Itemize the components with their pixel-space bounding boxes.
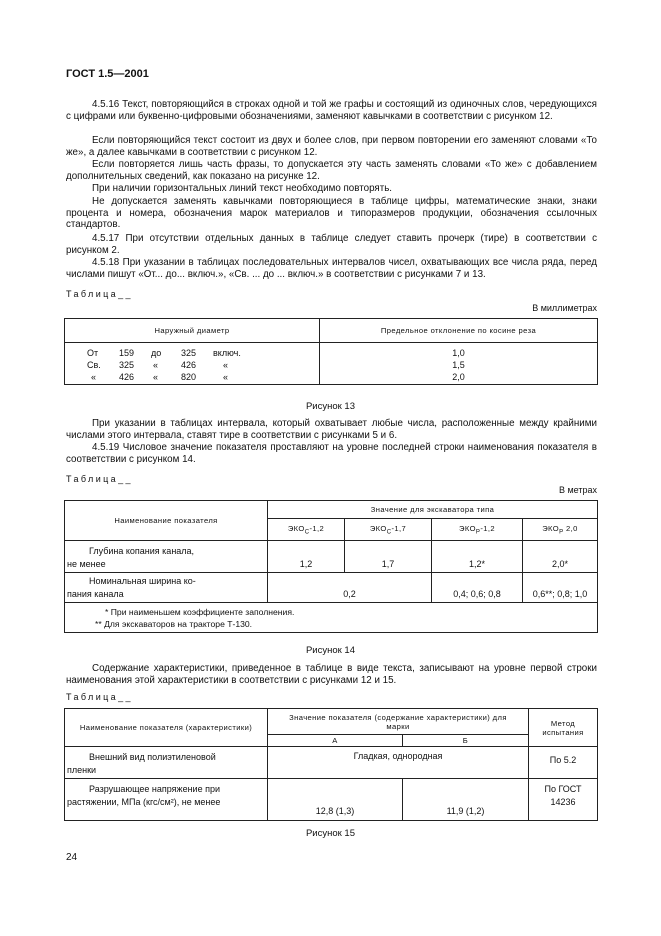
cell: 159 [119, 348, 135, 358]
table-cell: 0,4; 0,6; 0,8 [432, 573, 523, 603]
row-name: Разрушающее напряжение при растяжении, МПа (кгс/см²), не менее [65, 779, 268, 821]
cell: « [223, 360, 229, 370]
column-header: Наименование показателя (характеристики) [65, 709, 268, 747]
table-cell: 0,6**; 0,8; 1,0 [523, 573, 598, 603]
cell: включ. [213, 348, 241, 358]
excavator-type-header: $ЭКО_С-1,2$ [268, 519, 345, 541]
cell: 325 [181, 348, 197, 358]
cell: 426 [119, 372, 135, 382]
excavator-type-header: $ЭКО_Р-1,2$ [432, 519, 523, 541]
paragraph: Если повторяющийся текст состоит из двух и более слов, при первом повторении его заменяют словами «То же», а далее кавычками в соответствии с рисунком 12. [66, 135, 597, 158]
paragraph: Если повторяется лишь часть фразы, то допускается эту часть заменять словами «То же» с добавлением дополнительных сведений, как показано на рисунке 12. [66, 159, 597, 182]
cell: « [91, 372, 97, 382]
footnote: * При наименьшем коэффициенте заполнения. [105, 607, 295, 617]
cell: « [153, 360, 159, 370]
paragraph-4-5-19: 4.5.19 Числовое значение показателя проставляют на уровне последней строки наименования показателя в соответствии с рисунком 14. [66, 442, 597, 465]
row-name: Глубина копания канала, не менее [65, 541, 268, 573]
cell: 426 [181, 360, 197, 370]
table-cell: 1,7 [345, 541, 432, 573]
table-cell: По 5.2 [529, 747, 598, 779]
units-label: В миллиметрах [532, 303, 597, 313]
page-header: ГОСТ 1.5—2001 [66, 68, 149, 80]
footnote: ** Для экскаваторов на тракторе Т-130. [95, 619, 253, 629]
paragraph: Не допускается заменять кавычками повторяющиеся в таблице цифры, математические знаки, знаки процента и номера, обозначения марок материалов и типоразмеров продукции, обозначения ссылочных стандартов. [66, 196, 597, 231]
brand-header: Б [403, 735, 529, 747]
table-cell: 1,2 [268, 541, 345, 573]
cell: « [223, 372, 229, 382]
cell: От [87, 348, 99, 358]
table-caption: Таблица__ [66, 692, 133, 702]
deviation-values [320, 343, 598, 385]
table-cell: 1,2* [432, 541, 523, 573]
paragraph: Содержание характеристики, приведенное в таблице в виде текста, записывают на уровне первой строки наименования этой характеристики в соответствии с рисунками 12 и 15. [66, 663, 597, 686]
paragraph: При указании в таблицах интервала, который охватывает любые числа, расположенные между крайними числами этого интервала, ставят тире в соответствии с рисунками 5 и 6. [66, 418, 597, 441]
page-number: 24 [66, 852, 78, 863]
brand-header: А [268, 735, 403, 747]
figure-15-caption: Рисунок 15 [305, 828, 356, 839]
cell: Св. [87, 360, 101, 370]
excavator-type-header: $ЭКО_С-1,7$ [345, 519, 432, 541]
table-cell: 0,2 [268, 573, 432, 603]
column-header: Наименование показателя [65, 501, 268, 541]
paragraph: При наличии горизонтальных линий текст необходимо повторять. [92, 183, 393, 194]
row-name: Номинальная ширина ко- пания канала [65, 573, 268, 603]
cell: 820 [181, 372, 197, 382]
paragraph-4-5-17: 4.5.17 При отсутствии отдельных данных в таблице следует ставить прочерк (тире) в соответствии с рисунком 2. [66, 233, 597, 256]
table-cell: Гладкая, однородная [268, 747, 529, 779]
cell: « [153, 372, 159, 382]
row-name: Внешний вид полиэтиленовой пленки [65, 747, 268, 779]
excavator-type-header: $ЭКО_Р$ 2,0 [523, 519, 598, 541]
table-cell: По ГОСТ 14236 [529, 779, 598, 821]
table-cell: 12,8 (1,3) [268, 779, 403, 821]
column-header: Предельное отклонение по косине реза [320, 319, 598, 343]
column-header: Значение показателя (содержание характеристики) для марки [268, 709, 529, 735]
cell: до [151, 348, 162, 358]
cell: 1,0 [452, 348, 465, 358]
table-cell: 11,9 (1,2) [403, 779, 529, 821]
diameter-ranges [65, 343, 320, 385]
column-header: Метод испытания [529, 709, 598, 747]
cell: 325 [119, 360, 135, 370]
paragraph-4-5-16: 4.5.16 Текст, повторяющийся в строках одной и той же графы и состоящий из одиночных слов, чередующихся с цифрами или буквенно-цифровыми обозначениями, заменяют кавычками в соответствии с рисунком 12. [66, 99, 597, 122]
column-header: Значение для экскаватора типа [268, 501, 598, 519]
figure-15-table [64, 708, 598, 821]
units-label: В метрах [558, 485, 597, 495]
cell: 1,5 [452, 360, 465, 370]
column-header: Наружный диаметр [65, 319, 320, 343]
figure-13-caption: Рисунок 13 [305, 401, 356, 412]
table-footnotes [65, 603, 598, 633]
figure-14-caption: Рисунок 14 [305, 645, 356, 656]
table-cell: 2,0* [523, 541, 598, 573]
paragraph-4-5-18: 4.5.18 При указании в таблицах последовательных интервалов чисел, охватывающих все числа ряда, перед числами пишут «От... до... включ.», «Св. ... до ... включ.» в соответствии с рисунками 7 и 13. [66, 257, 597, 280]
cell: 2,0 [452, 372, 465, 382]
table-caption: Таблица__ [66, 474, 133, 484]
figure-13-table [64, 318, 598, 385]
figure-14-table [64, 500, 598, 633]
table-caption: Таблица__ [66, 289, 133, 299]
